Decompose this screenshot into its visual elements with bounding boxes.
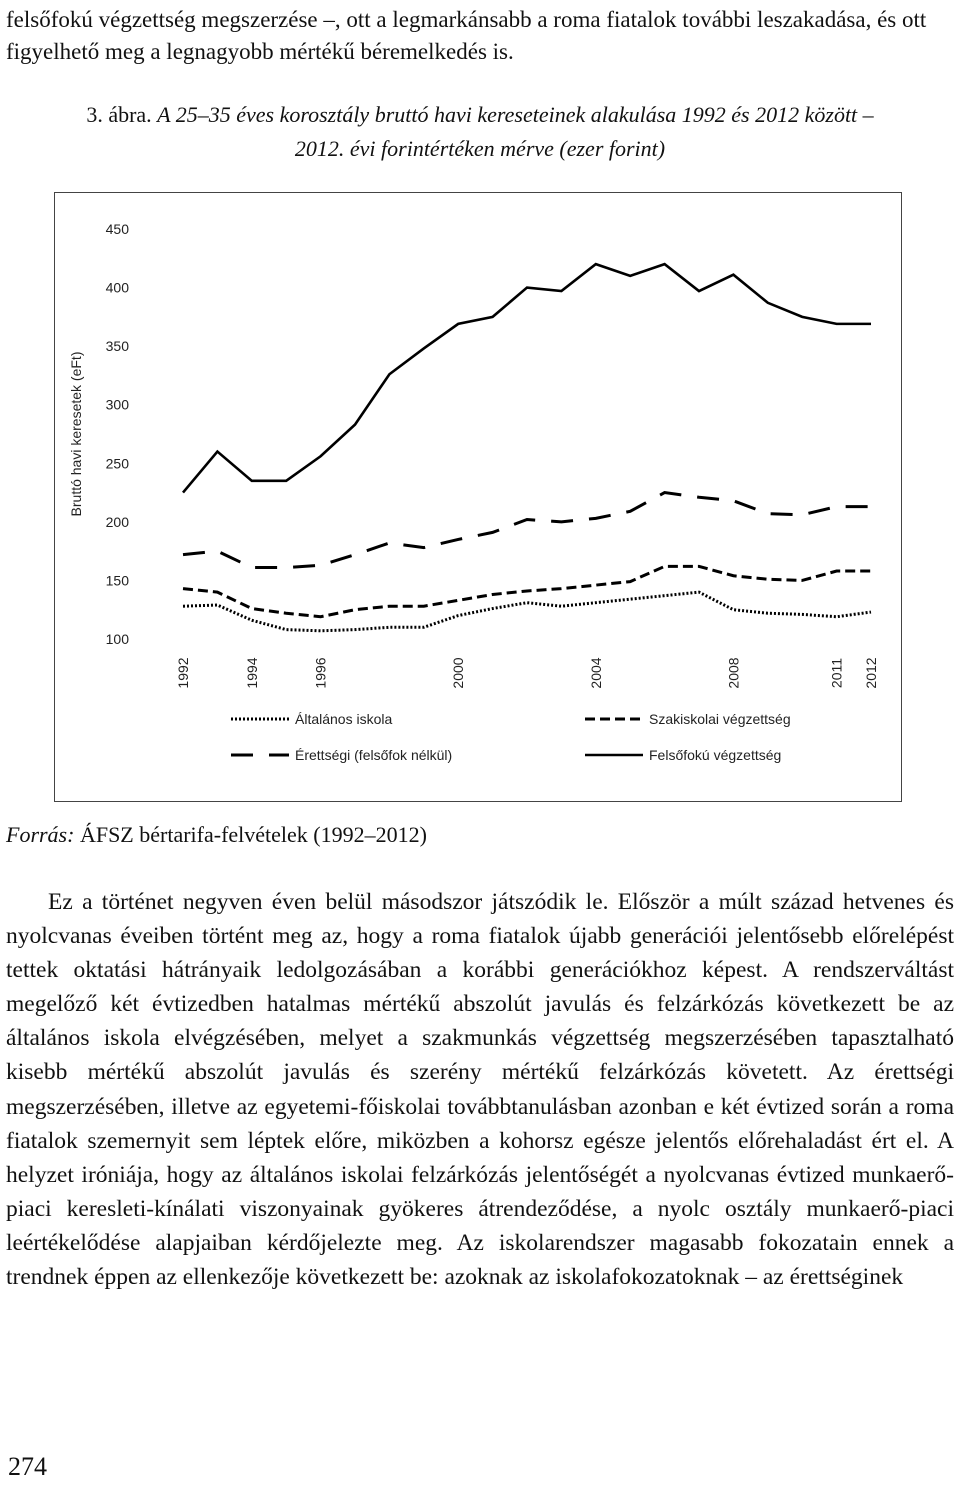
x-tick-label: 1994 [243,657,260,689]
body-paragraph: Ez a történet negyven éven belül másodszor játszódik le. Először a múlt század hetvenes és nyolcvanas éveiben történt meg az, hogy a roma fiatalok újabb generációi jelentősebb előrelépést tettek oktatási hátrányaik ledolgozásában a korábbi generációkhoz képest. A rendszerváltást megelőző két évtizedben hatalmas mértékű abszolút javulás és felzárkózás következett be az általános iskola elvégzésében, melyet a szakmunkás végzettség megszerzésében tapasztalható kisebb mértékű abszolút javulás és szerény mértékű felzárkózás követett. Az érettségi megszerzésében, illetve az egyetemi-főiskolai továbbtanulásban azonban e két évtized során a roma fiatalok szemernyit sem léptek előre, miközben a kohorsz egésze jelentős előrehaladást ért el. A helyzet iróniája, hogy az általános iskolai felzárkózás jelentőségét a nyolcvanas évtized munkaerő-piaci keresleti-kínálati viszonyainak gyökeres átrendeződése, a nyolc osztály munkaerő-piaci leértékelődése alapjaiban kérdőjelezte meg. Az iskolarendszer magasabb fokozatain ennek a trendnek éppen az ellenkezője következett be: azoknak az iskolafokozatoknak – az érettséginek [6,889,954,1291]
intro-paragraph: felsőfokú végzettség megszerzése –, ott a legmarkánsabb a roma fiatalok további leszakadása, és ott figyelhető meg a legnagyobb mértékű béremelkedés is. [6,7,927,64]
x-tick-label: 1992 [175,657,191,689]
x-tick-label: 2012 [863,657,879,689]
figure-caption [60,98,900,166]
page-number: 274 [8,1452,47,1481]
chart-frame [54,192,902,802]
source-label: Forrás: [6,822,75,847]
x-tick-label: 2008 [725,657,742,689]
x-tick-label: 2011 [828,657,845,689]
source-note [6,820,427,850]
series-line-3 [183,493,871,568]
y-tick-label: 400 [105,279,129,296]
legend-label: Általános iskola [295,711,393,727]
y-tick-label: 450 [105,221,129,237]
series-line-4 [183,264,871,492]
y-axis-label: Bruttó havi keresetek (eFt) [68,351,84,517]
y-tick-label: 150 [105,572,129,589]
legend-label: Szakiskolai végzettség [649,711,791,727]
legend-label: Érettségi (felsőfok nélkül) [295,747,453,763]
x-tick-label: 2004 [587,657,604,689]
source-text: ÁFSZ bértarifa-felvételek (1992–2012) [79,822,427,847]
y-tick-label: 350 [105,338,129,355]
line-chart [55,193,901,801]
figure-title: A 25–35 éves korosztály bruttó havi kereseteinek alakulása 1992 és 2012 között – 2012. évi forintértéken mérve (ezer forint) [157,102,874,161]
y-tick-label: 250 [105,455,129,472]
x-tick-label: 2000 [450,657,467,689]
y-tick-label: 200 [105,513,129,530]
legend-label: Felsőfokú végzettség [649,747,782,763]
y-tick-label: 100 [105,631,129,647]
y-tick-label: 300 [105,396,129,413]
x-tick-label: 1996 [312,657,329,689]
figure-number: 3. ábra. [86,102,152,127]
series-line-2 [183,566,871,616]
series-line-1 [183,592,871,631]
